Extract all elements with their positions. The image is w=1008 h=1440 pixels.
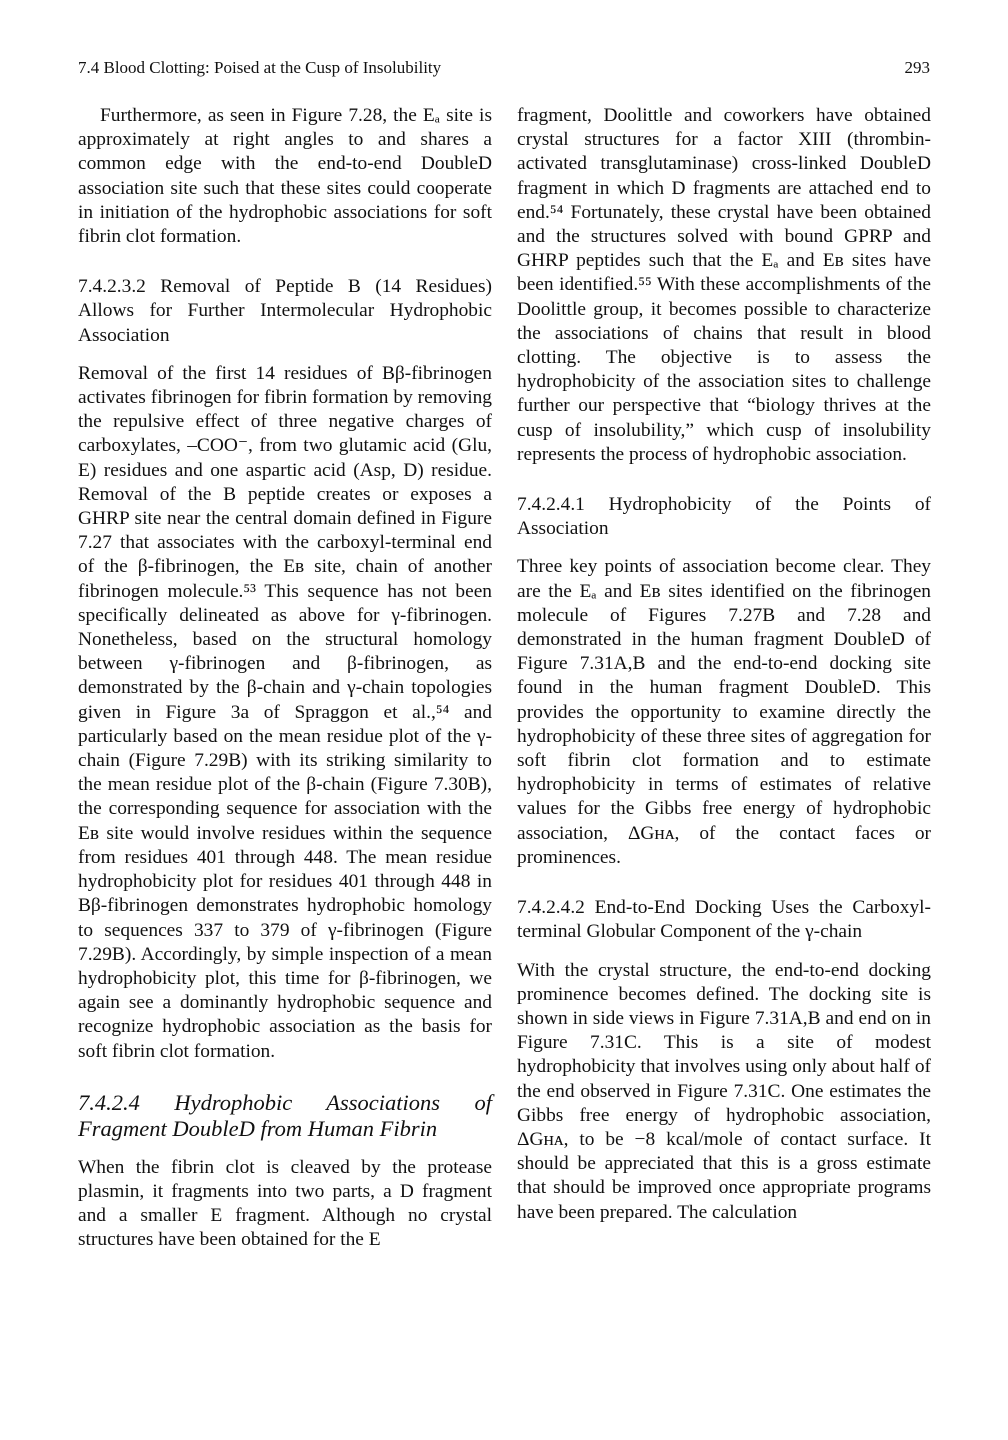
paragraph: When the fibrin clot is cleaved by the protease plasmin, it fragments into two parts, a D fragment and a smaller E fragment. Although no crystal structures have been obtained for the E <box>78 1156 492 1251</box>
paragraph: With the crystal structure, the end-to-end docking prominence becomes defined. The docking site is shown in side views in Figure 7.31A,B and end on in Figure 7.31C. This is a site of modest hydrophobicity that involves using only about half of the end observed in Figure 7.31C. One estimates the Gibbs free energy of hydrophobic association, ΔGʜᴀ, to be −8 kcal/mole of contact surface. It should be appreciated that this is a gross estimate that should be improved once appropriate programs have been prepared. The calculation <box>517 959 931 1223</box>
section-heading: 7.4.2.4 Hydrophobic Associations of Fragment DoubleD from Human Fibrin <box>78 1089 492 1141</box>
running-title: 7.4 Blood Clotting: Poised at the Cusp of Insolubility <box>78 58 442 77</box>
subsection-heading: 7.4.2.4.1 Hydrophobicity of the Points of Association <box>517 494 931 540</box>
paragraph: Furthermore, as seen in Figure 7.28, the Eₐ site is approximately at right angles to and shares a common edge with the end-to-end DoubleD association site such that these sites could cooperate in initiation of the hydrophobic associations for soft fibrin clot formation. <box>78 105 492 248</box>
subsection-heading: 7.4.2.4.2 End-to-End Docking Uses the Carboxyl-terminal Globular Component of the γ-chain <box>517 897 931 943</box>
paragraph: Removal of the first 14 residues of Bβ-fibrinogen activates fibrinogen for fibrin formation by removing the repulsive effect of three negative charges of carboxylates, –COO⁻, from two glutamic acid (Glu, E) residues and one aspartic acid (Asp, D) residue. Removal of the B peptide creates or exposes a GHRP site near the central domain defined in Figure 7.27 that associates with the carboxyl-terminal end of the β-fibrinogen, the Eʙ site, chain of another fibrinogen molecule.⁵³ This sequence has not been specifically delineated as above for γ-fibrinogen. Nonetheless, based on the structural homology between γ-fibrinogen and β-fibrinogen, as demonstrated by the β-chain and γ-chain topologies given in Figure 3a of Spraggon et al.,⁵⁴ and particularly based on the mean residue plot of the γ-chain (Figure 7.29B) with its striking similarity to the mean residue plot of the β-chain (Figure 7.30B), the corresponding sequence for association with the Eʙ site would involve residues within the sequence from residues 401 through 448. The mean residue hydrophobicity plot for residues 401 through 448 in Bβ-fibrinogen demonstrates hydrophobic homology to sequences 337 to 379 of γ-fibrinogen (Figure 7.29B). Accordingly, by simple inspection of a mean hydrophobicity plot, this time for β-fibrinogen, we again see a dominantly hydrophobic sequence and recognize hydrophobic association as the basis for soft fibrin clot formation. <box>78 362 492 1062</box>
paragraph: Three key points of association become clear. They are the Eₐ and Eʙ sites identified on the fibrinogen molecule of Figures 7.27B and 7.28 and demonstrated in the human fragment DoubleD of Figure 7.31A,B and the end-to-end docking site found in the human fragment DoubleD. This provides the opportunity to examine directly the hydrophobicity of these three sites of aggregation for soft fibrin clot formation and to estimate hydrophobicity in terms of estimates of relative values for the Gibbs free energy of hydrophobic association, ΔGʜᴀ, of the contact faces or prominences. <box>517 556 931 868</box>
left-column <box>78 104 492 1253</box>
subsection-heading: 7.4.2.3.2 Removal of Peptide B (14 Residues) Allows for Further Intermolecular Hydrophobic Association <box>78 276 492 346</box>
running-header <box>78 58 930 82</box>
paragraph: fragment, Doolittle and coworkers have obtained crystal structures for a factor XIII (thrombin-activated transglutaminase) cross-linked DoubleD fragment in which D fragments are attached end to end.⁵⁴ Fortunately, these crystal have been obtained and the structures solved with bound GPRP and GHRP peptides such that the Eₐ and Eʙ sites have been identified.⁵⁵ With these accomplishments of the Doolittle group, it becomes possible to characterize the associations of chains that result in blood clotting. The objective is to assess the hydrophobicity of the association sites to challenge further our perspective that “biology thrives at the cusp of insolubility,” which cusp of insolubility represents the process of hydrophobic association. <box>517 105 931 465</box>
right-column <box>517 104 931 1225</box>
page-number: 293 <box>904 58 930 77</box>
